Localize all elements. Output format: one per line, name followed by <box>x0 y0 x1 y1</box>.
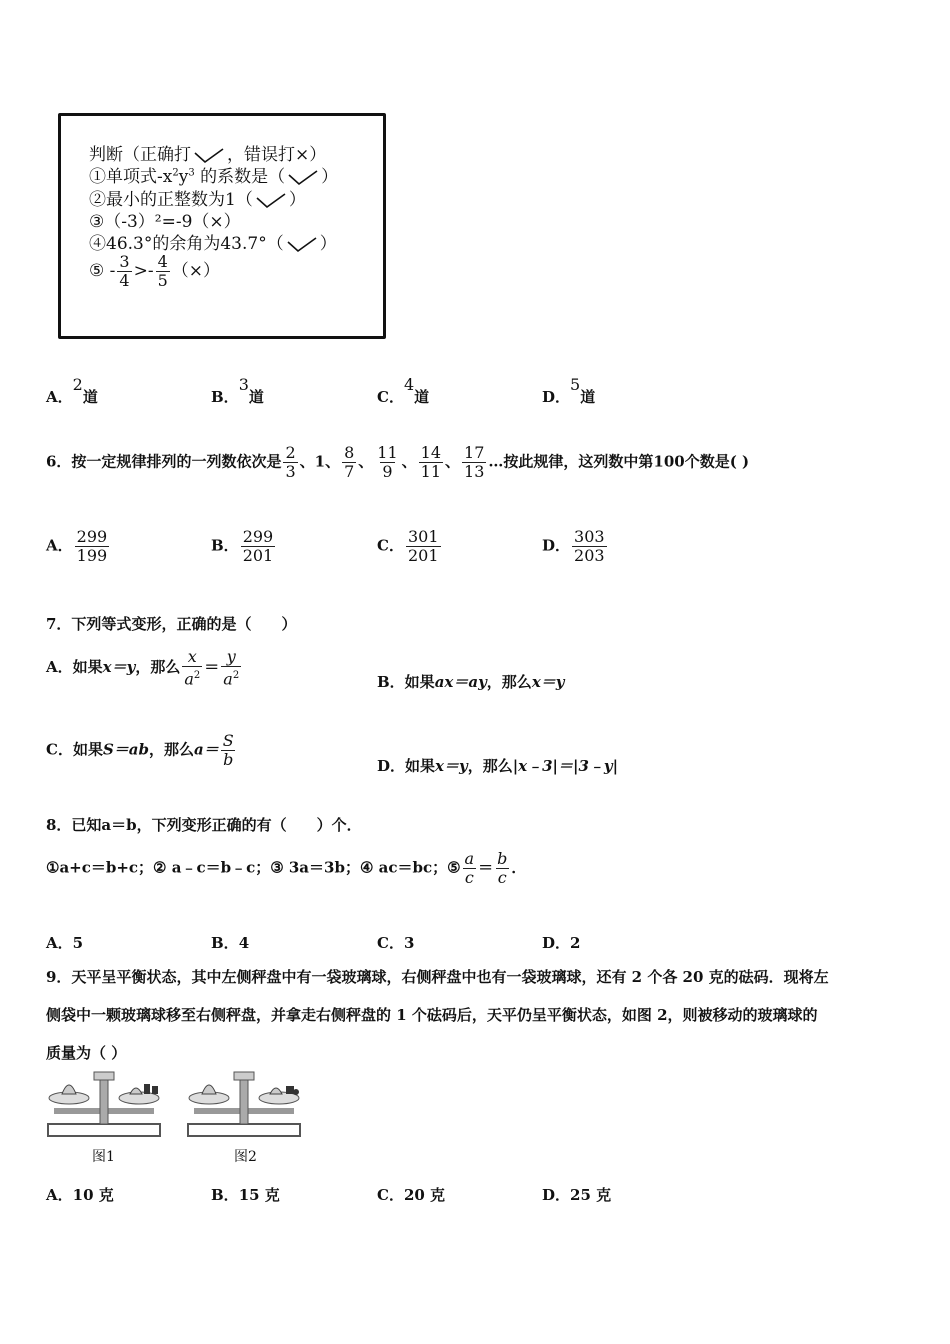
q6-option-b[interactable]: B． $\frac{299}{201}$ <box>211 527 274 565</box>
q9-option-c[interactable]: C．20 克 <box>377 1186 446 1204</box>
q6-option-d[interactable]: D． $\frac{303}{203}$ <box>542 527 605 565</box>
q5-option-c[interactable]: C．4道 <box>377 375 430 406</box>
q7-option-c[interactable]: C．如果S＝ab，那么a＝ $\frac{S}{b}$ <box>46 731 234 769</box>
q7-option-b[interactable]: B．如果ax＝ay，那么x＝y <box>377 673 565 691</box>
q7-stem: 7．下列等式变形，正确的是（ ） <box>46 615 297 633</box>
q9-option-d[interactable]: D．25 克 <box>542 1186 612 1204</box>
q9-stem-line2: 侧袋中一颗玻璃球移至右侧秤盘，并拿走右侧秤盘的 1 个砝码后，天平仍呈平衡状态，如图 2，则被移动的玻璃球的 <box>46 1006 818 1024</box>
q7-option-a[interactable]: A．如果x＝y，那么 $\frac{x}{a^2}$ ＝ $\frac{y}{a^2}$ <box>46 647 240 689</box>
figure-1-caption: 图1 <box>92 1149 115 1165</box>
q5-option-a[interactable]: A．2道 <box>46 375 98 406</box>
q9-option-a[interactable]: A．10 克 <box>46 1186 114 1204</box>
q8-option-d[interactable]: D．2 <box>542 934 581 952</box>
q6-option-c[interactable]: C． $\frac{301}{201}$ <box>377 527 439 565</box>
q8-option-b[interactable]: B．4 <box>211 934 250 952</box>
judge-title: 判断（正确打 ，错误打×） <box>89 145 327 165</box>
q8-items: ①a+c＝b+c；② a﹣c＝b﹣c；③ 3a＝3b；④ ac＝bc；⑤ $\frac{a}{c}$ ＝ $\frac{b}{c}$ ． <box>46 849 527 887</box>
balance-figure-1 <box>44 1068 164 1140</box>
q6-stem: 6．按一定规律排列的一列数依次是 $\frac{2}{3}$ 、1、 $\frac{8}{7}$ 、 $\frac{11}{9}$ 、 $\frac{14}{11}$ 、 $\frac{17}{13}$ …按此规律，这列数中第100个数是( ) <box>46 443 750 481</box>
q9-option-b[interactable]: B．15 克 <box>211 1186 280 1204</box>
q7-option-d[interactable]: D．如果x＝y，那么|x﹣3|＝|3﹣y| <box>377 757 619 775</box>
check-icon <box>285 169 321 187</box>
q5-option-b[interactable]: B．3道 <box>211 375 264 406</box>
q9-stem-line1: 9．天平呈平衡状态，其中左侧秤盘中有一袋玻璃球，右侧秤盘中也有一袋玻璃球，还有 2 个各 20 克的砝码．现将左 <box>46 968 829 986</box>
judge-line-5: ⑤ - $\frac{3}{4}$ >- $\frac{4}{5}$ （×） <box>89 252 221 290</box>
figure-2-caption: 图2 <box>234 1149 257 1165</box>
judge-line-2: ②最小的正整数为1（ ） <box>89 190 306 210</box>
judge-line-1: ①单项式$-x^2y^3$ 的系数是（ ） <box>89 167 339 187</box>
q6-option-a[interactable]: A． $\frac{299}{199}$ <box>46 527 108 565</box>
q8-option-a[interactable]: A．5 <box>46 934 84 952</box>
judge-line-3: ③（-3）²=-9（×） <box>89 212 241 232</box>
q8-stem: 8．已知a＝b，下列变形正确的有（ ）个． <box>46 816 362 834</box>
q5-option-d[interactable]: D．5道 <box>542 375 596 406</box>
judgment-box <box>58 113 386 339</box>
balance-figure-2 <box>184 1068 304 1140</box>
judge-line-4: ④46.3°的余角为43.7°（ ） <box>89 234 337 254</box>
check-icon <box>253 192 289 210</box>
check-icon <box>284 236 320 254</box>
q9-stem-line3: 质量为（ ） <box>46 1044 127 1062</box>
q8-option-c[interactable]: C．3 <box>377 934 415 952</box>
